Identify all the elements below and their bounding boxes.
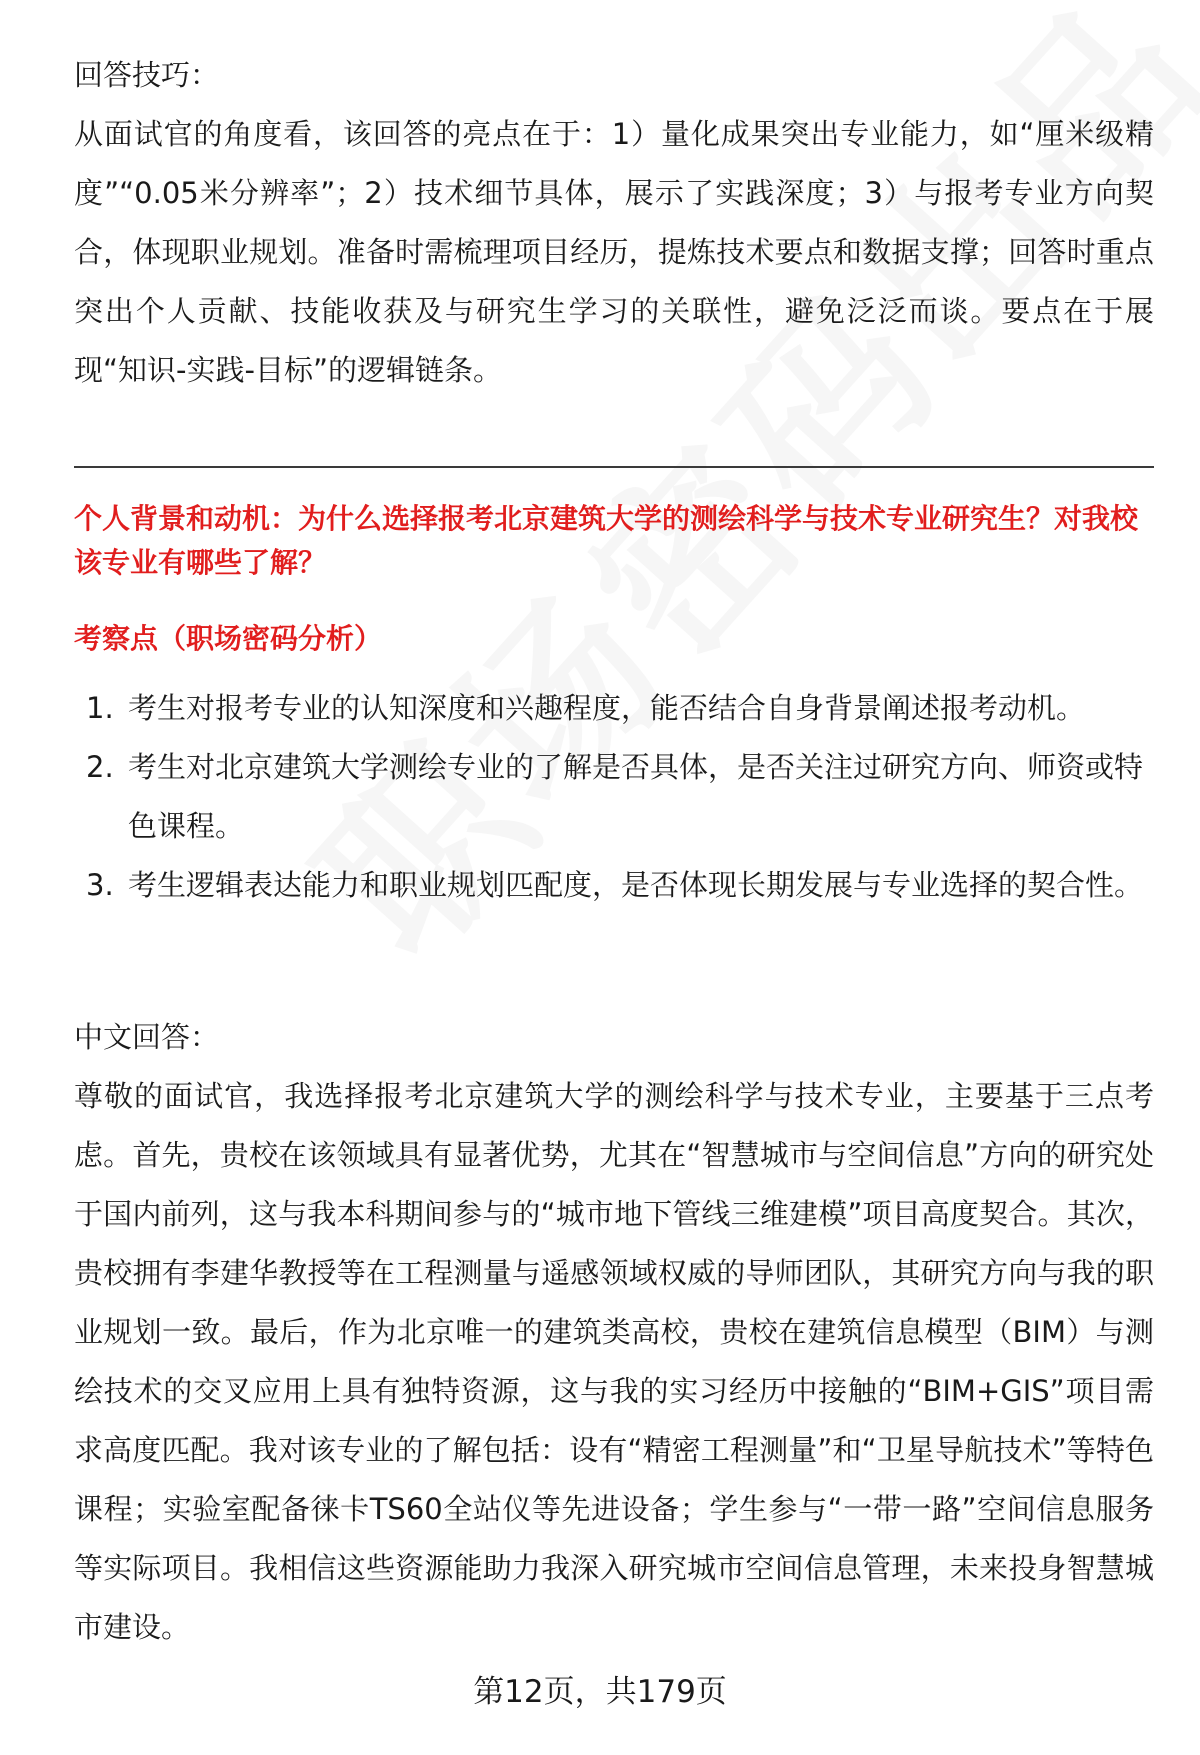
points-heading: 考察点（职场密码分析） bbox=[74, 622, 383, 655]
list-item bbox=[74, 856, 1154, 915]
chinese-answer-paragraph: 尊敬的面试官，我选择报考北京建筑大学的测绘科学与技术专业，主要基于三点考虑。首先，贵校在该领域具有显著优势，尤其在“智慧城市与空间信息”方向的研究处于国内前列，这与我本科期间参与的“城市地下管线三维建模”项目高度契合。其次，贵校拥有李建华教授等在工程测量与遥感领域权威的导师团队，其研究方向与我的职业规划一致。最后，作为北京唯一的建筑类高校，贵校在建筑信息模型（BIM）与测绘技术的交叉应用上具有独特资源，这与我的实习经历中接触的“BIM+GIS”项目需求高度匹配。我对该专业的了解包括：设有“精密工程测量”和“卫星导航技术”等特色课程；实验室配备徕卡TS60全站仪等先进设备；学生参与“一带一路”空间信息服务等实际项目。我相信这些资源能助力我深入研究城市空间信息管理，未来投身智慧城市建设。 bbox=[74, 1079, 1154, 1644]
answer-tips-paragraph: 从面试官的角度看，该回答的亮点在于：1）量化成果突出专业能力，如“厘米级精度”“0.05米分辨率”；2）技术细节具体，展示了实践深度；3）与报考专业方向契合，体现职业规划。准备时需梳理项目经历，提炼技术要点和数据支撑；回答时重点突出个人贡献、技能收获及与研究生学习的关联性，避免泛泛而谈。要点在于展现“知识-实践-目标”的逻辑链条。 bbox=[74, 117, 1154, 387]
section-divider bbox=[74, 466, 1154, 468]
list-item-number: 2. bbox=[86, 750, 114, 784]
page-number: 第12页，共179页 bbox=[473, 1674, 727, 1710]
list-item-text: 考生对报考专业的认知深度和兴趣程度，能否结合自身背景阐述报考动机。 bbox=[128, 691, 1086, 725]
answer-tips-section bbox=[74, 46, 1154, 400]
answer-tips-label: 回答技巧： bbox=[74, 58, 220, 92]
list-item bbox=[74, 679, 1154, 738]
question-section bbox=[74, 497, 1154, 915]
chinese-answer-label: 中文回答： bbox=[74, 1020, 220, 1054]
list-item-number: 3. bbox=[86, 868, 114, 902]
list-item-text: 考生对北京建筑大学测绘专业的了解是否具体，是否关注过研究方向、师资或特色课程。 bbox=[128, 750, 1144, 843]
assessment-points-list bbox=[74, 679, 1154, 915]
list-item-number: 1. bbox=[86, 691, 114, 725]
chinese-answer-section bbox=[74, 1008, 1154, 1657]
list-item bbox=[74, 738, 1154, 856]
question-title: 个人背景和动机：为什么选择报考北京建筑大学的测绘科学与技术专业研究生？对我校该专业有哪些了解？ bbox=[74, 502, 1139, 579]
list-item-text: 考生逻辑表达能力和职业规划匹配度，是否体现长期发展与专业选择的契合性。 bbox=[128, 868, 1144, 902]
